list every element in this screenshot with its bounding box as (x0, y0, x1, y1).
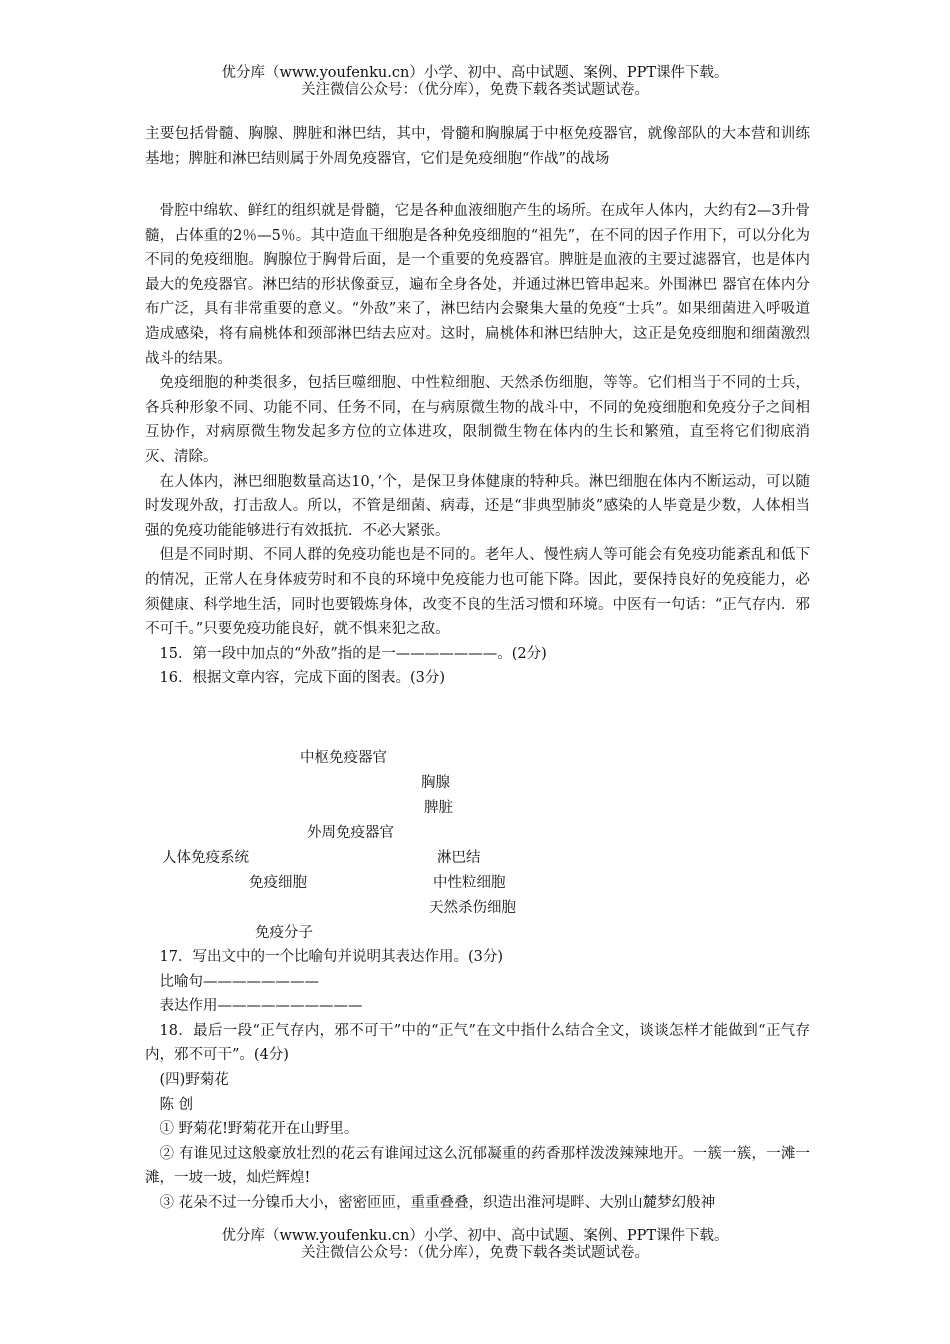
question-15: 15．第一段中加点的“外敌”指的是一———————。(2分) (159, 645, 547, 662)
header-line-1: 优分库（www.youfenku.cn）小学、初中、高中试题、案例、PPT课件下载。 (221, 65, 729, 81)
diagram-spleen: 脾脏 (424, 800, 453, 816)
diagram-immune-molecules: 免疫分子 (255, 925, 313, 941)
section-4-paragraph-3: ③ 花朵不过一分镍币大小，密密匝匝，重重叠叠，织造出淮河堤畔、大别山麓梦幻般神 (159, 1194, 716, 1211)
question-17: 17．写出文中的一个比喻句并说明其表达作用。(3分) (159, 949, 503, 965)
diagram-peripheral-organs: 外周免疫器官 (307, 825, 394, 841)
diagram-neutrophil: 中性粒细胞 (433, 875, 506, 891)
article-paragraph: 但是不同时期、不同人群的免疫功能也是不同的。老年人、慢性病人等可能会有免疫功能紊乱和低下的情况，正常人在身体疲劳时和不良的环境中免疫能力也可能下降。因此，要保持良好的免疫能力，必须健康、科学地生活，同时也要锻炼身体，改变不良的生活习惯和环境。中医有一句话：“正气存内．邪不可千。”只要免疫功能良好，就不惧来犯之敌。 (145, 547, 810, 638)
diagram-central-organs: 中枢免疫器官 (300, 750, 387, 766)
footer-line-1: 优分库（www.youfenku.cn）小学、初中、高中试题、案例、PPT课件下载。 (221, 1228, 729, 1244)
diagram-immune-system: 人体免疫系统 (162, 850, 249, 866)
article-paragraph: 免疫细胞的种类很多，包括巨噬细胞、中性粒细胞、天然杀伤细胞，等等。它们相当于不同的士兵，各兵种形象不同、功能不同、任务不同，在与病原微生物的战斗中，不同的免疫细胞和免疫分子之间相互协作，对病原微生物发起多方位的立体进攻，限制微生物在体内的生长和繁殖，直至将它们彻底消灭、清除。 (145, 375, 810, 465)
intro-paragraph: 主要包括骨髓、胸腺、脾脏和淋巴结，其中，骨髓和胸腺属于中枢免疫器官，就像部队的大本营和训练基地；脾脏和淋巴结则属于外周免疫器官，它们是免疫细胞“作战”的战场 (145, 126, 810, 167)
section-4-paragraph-1: ① 野菊花!野菊花开在山野里。 (159, 1121, 359, 1138)
header-line-2: 关注微信公众号：（优分库），免费下载各类试题试卷。 (301, 82, 649, 98)
page-footer (0, 1228, 950, 1262)
question-17-metaphor: 比喻句———————— (159, 973, 319, 990)
questions-block (145, 945, 810, 1216)
diagram-nk-cell: 天然杀伤细胞 (429, 900, 516, 916)
question-18: 18．最后一段“正气存内，邪不可干”中的“正气”在文中指什么结合全文，谈谈怎样才能做到“正气存内，邪不可干”。(4分) (145, 1022, 810, 1064)
section-4-title: (四)野菊花 (159, 1071, 229, 1088)
article-paragraph: 骨腔中绵软、鲜红的组织就是骨髓，它是各种血液细胞产生的场所。在成年人体内，大约有2—3升骨髓，占体重的2％—5％。其中造血干细胞是各种免疫细胞的“祖先”，在不同的因子作用下，可以分化为不同的免疫细胞。胸腺位于胸骨后面，是一个重要的免疫器官。脾脏是血液的主要过滤器官，也是体内最大的免疫器官。淋巴结的形状像蚕豆，遍布全身各处，并通过淋巴管串起来。外围淋巴 器官在体内分布广泛，具有非常重要的意义。“外敌”来了，淋巴结内会聚集大量的免疫“士兵”。如果细菌进入呼吸道造成感染，将有扁桃体和颈部淋巴结去应对。这时，扁桃体和淋巴结肿大，这正是免疫细胞和细菌激烈战斗的结果。 (145, 203, 810, 367)
section-4-paragraph-2: ② 有谁见过这般豪放壮烈的花云有谁闻过这么沉郁凝重的药香那样泼泼辣辣地开。一簇一簇，一滩一滩，一坡一坡，灿烂辉煌! (145, 1145, 810, 1187)
diagram-immune-cells: 免疫细胞 (249, 875, 307, 891)
intro-block (145, 122, 810, 171)
diagram-lymph-node: 淋巴结 (437, 850, 481, 866)
question-16: 16．根据文章内容，完成下面的图表。(3分) (159, 670, 445, 687)
diagram-thymus: 胸腺 (421, 775, 450, 791)
footer-line-2: 关注微信公众号：（优分库），免费下载各类试题试卷。 (301, 1245, 649, 1261)
article-paragraph: 在人体内，淋巴细胞数量高达10，’个，是保卫身体健康的特种兵。淋巴细胞在体内不断运动，可以随时发现外敌，打击敌人。所以，不管是细菌、病毒，还是“非典型肺炎”感染的人毕竟是少数，人体相当强的免疫功能能够进行有效抵抗．不必大紧张。 (145, 473, 810, 539)
question-17-effect: 表达作用—————————— (159, 998, 363, 1015)
page-header (0, 65, 950, 99)
article-body (145, 199, 810, 691)
section-4-author: 陈 创 (159, 1096, 194, 1113)
